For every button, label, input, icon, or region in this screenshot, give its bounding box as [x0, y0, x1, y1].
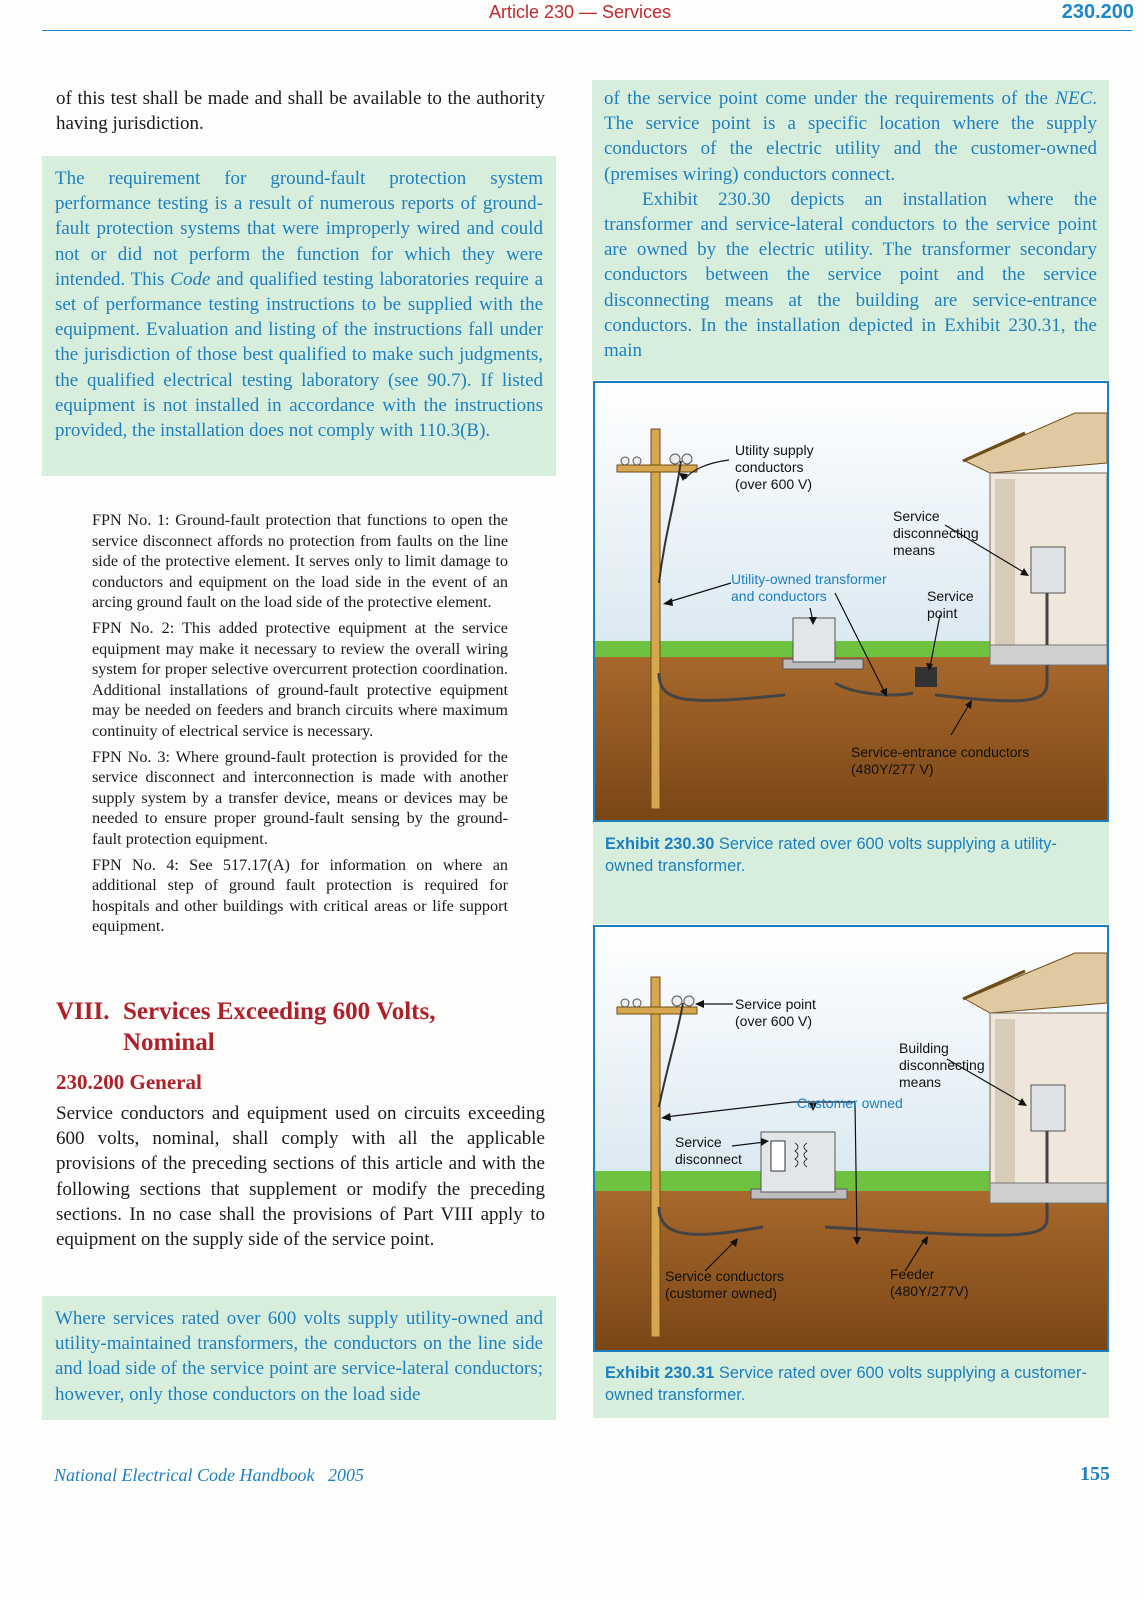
commentary-paragraph-1: of the service point come under the requirements of the NEC. The service point is a specific location where the supply conductors of the electric utility and the customer-owned (premises wiring) conductors connect. [604, 88, 1097, 185]
label-feeder: Feeder (480Y/277V) [890, 1266, 969, 1299]
commentary-block-service-point [592, 80, 1109, 380]
commentary-text-2: Where services rated over 600 volts supply utility-owned and utility-maintained transformers, the conductors on the line side and load side of the service point are service-lateral conductors; however, only those conductors on the load side [55, 1308, 543, 1405]
fpn-note-2: FPN No. 2: This added protective equipment at the service equipment may make it necessary to review the overall wiring system for proper selective overcurrent protection coordination. Additional installations of ground-fault protective equipment may be needed on feeders and branch circuits where maximum continuity of electrical service is necessary. [92, 618, 508, 740]
exhibit-230-30-illustration [595, 383, 1107, 820]
running-header-section: 230.200 [1061, 1, 1134, 23]
section-body: Service conductors and equipment used on circuits exceeding 600 volts, nominal, shall comply with all the applicable provisions of the preceding sections of this article and with the following sections that supplement or modify the preceding sections. In no case shall the provisions of Part VIII apply to equipment on the supply side of the service point. [56, 1103, 545, 1251]
commentary-block-gfp-testing [42, 156, 556, 476]
label-utility-supply: Utility supply conductors (over 600 V) [735, 442, 814, 492]
label-building-disconnecting-means: Building disconnecting means [899, 1040, 985, 1090]
label-service-conductors: Service conductors (customer owned) [665, 1268, 785, 1301]
running-header-article: Article 230 — Services [488, 2, 672, 22]
label-service-entrance-conductors: Service-entrance conductors (480Y/277 V) [851, 744, 1030, 777]
label-utility-owned-transformer: Utility-owned transformer and conductors [731, 571, 887, 604]
fpn-note-4: FPN No. 4: See 517.17(A) for information on where an additional step of ground fault protection is required for hospitals and other buildings with critical areas or life support equipment. [92, 855, 508, 936]
ground-soil [595, 653, 1107, 820]
header-rule [42, 30, 1132, 31]
exhibit-230-30-figure [593, 381, 1109, 822]
building-disconnect-box [1031, 1085, 1065, 1131]
service-disconnect-box [1031, 547, 1065, 593]
exhibit-230-31-illustration [595, 927, 1107, 1350]
label-service-disconnect: Service disconnect [675, 1134, 742, 1167]
exhibit-230-30-caption: Exhibit 230.30 Service rated over 600 volts supplying a utility-owned transformer. [605, 835, 1057, 875]
label-customer-owned: Customer owned [797, 1095, 903, 1111]
exhibit-230-31-figure [593, 925, 1109, 1352]
commentary-text: The requirement for ground-fault protection system performance testing is a result of numerous reports of ground-fault protection systems that were improperly wired and could not or did not perform the function for which they were intended. This Code and qualified testing laboratories require a set of performance testing instructions to be supplied with the equipment. Evaluation and listing of the instructions fall under the jurisdiction of those best qualified to make such judgments, the qualified electrical testing laboratory (see 90.7). If listed equipment is not installed in accordance with the instructions provided, the installation does not comply with 110.3(B). [55, 168, 543, 442]
commentary-block-service-lateral [42, 1296, 556, 1420]
fpn-list [92, 510, 508, 942]
exhibit-230-31-caption: Exhibit 230.31 Service rated over 600 volts supplying a customer-owned transformer. [605, 1364, 1087, 1404]
service-point-handhole [915, 667, 937, 687]
section-heading: 230.200 General [56, 1070, 202, 1094]
fpn-note-1: FPN No. 1: Ground-fault protection that functions to open the service disconnect affords no protection from faults on the line side of the protective element. It serves only to limit damage to conductors and equipment on the load side in the event of an arcing ground fault on the load side of the protective element. [92, 511, 508, 612]
part-heading: VIII. Services Exceeding 600 Volts, Nominal [56, 998, 436, 1056]
label-service-disconnecting-means: Service disconnecting means [893, 508, 979, 558]
footer-book-title: National Electrical Code Handbook 2005 [54, 1465, 364, 1485]
fpn-note-3: FPN No. 3: Where ground-fault protection is provided for the service disconnect and interconnection is made with another supply system by a transfer device, means or devices may be needed to ensure proper ground-fault sensing by the ground-fault protection equipment. [92, 747, 508, 848]
continued-paragraph: of this test shall be made and shall be available to the authority having jurisdiction. [56, 88, 545, 135]
label-service-point: Service point [927, 588, 974, 621]
page-number: 155 [1080, 1463, 1110, 1485]
commentary-paragraph-2: Exhibit 230.30 depicts an installation where the transformer and service-lateral conductors to the service point are owned by the electric utility. The transformer secondary conductors between the service point and the service disconnecting means at the building are service-entrance conductors. In the installation depicted in Exhibit 230.31, the main [604, 188, 1097, 362]
label-service-point-2: Service point (over 600 V) [735, 996, 816, 1029]
